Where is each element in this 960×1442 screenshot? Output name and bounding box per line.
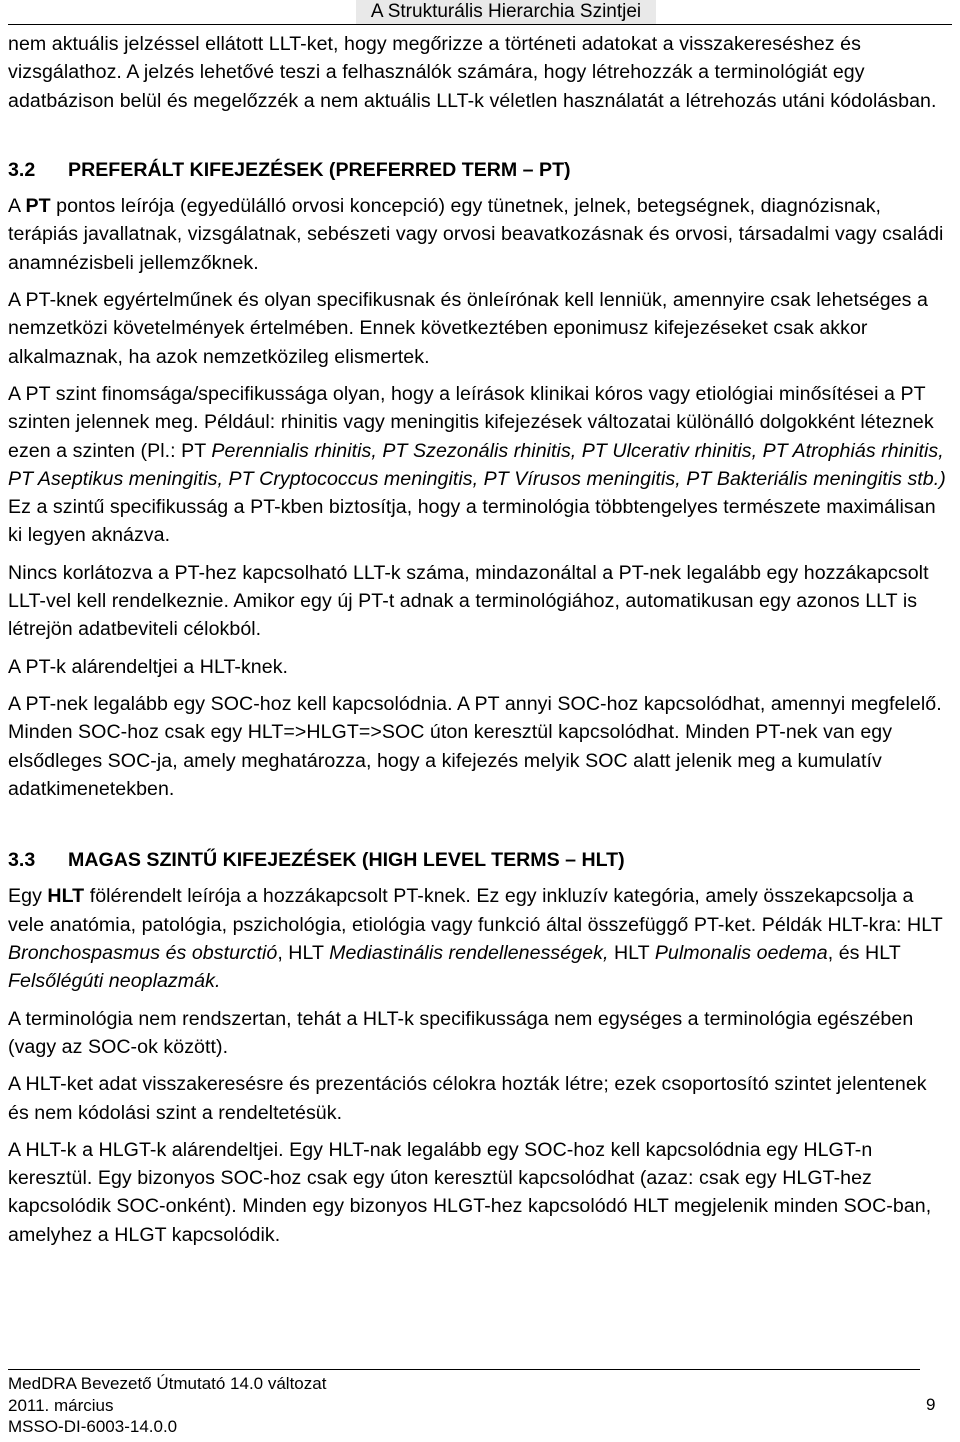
page-header [0,0,960,24]
text-run: pontos leírója (egyedülálló orvosi koncepció) egy tünetnek, jelnek, betegségnek, diagnózisnak, terápiás javallatnak, vizsgálatnak, sebészeti vagy orvosi beavatkozásnak és orvosi, társadalmi vagy családi anamnézisbeli jellemzőknek. [8,195,944,274]
paragraph [8,559,952,644]
intro-block [8,30,952,115]
paragraph [8,1005,952,1062]
paragraph [8,286,952,371]
text-run: A PT-knek egyértelműnek és olyan specifikusnak és önleírónak kell lenniük, amennyire csak lehetséges a nemzetközi követelmények értelmében. Ennek következtében eponimusz kifejezéseket csak akkor alkalmaznak, ha azok nemzetközileg elismertek. [8,289,928,368]
text-run: nem aktuális jelzéssel ellátott LLT-ket, hogy megőrizze a történeti adatokat a visszakereséshez és vizsgálathoz. A jelzés lehetővé teszi a felhasználók számára, hogy létrehozzák a terminológiát egy adatbázison belül és megelőzzék a nem aktuális LLT-k véletlen használatát a létrehozás utáni kódolásban. [8,33,937,112]
paragraph [8,30,952,115]
text-run: Mediastinális rendellenességek, [329,942,609,965]
page-number: 9 [926,1395,936,1414]
paragraph [8,653,952,681]
section-heading-hlt [8,846,952,874]
paragraph [8,380,952,550]
paragraph [8,1070,952,1127]
text-run: A PT szint finomsága/specifikussága olyan, hogy a leírások klinikai kóros vagy etiológiai minősítései a PT szinten jelennek meg. Például: rhinitis vagy meningitis kifejezések változatai különálló dolgokként léteznek ezen a szinten (Pl.: PT [8,382,934,462]
text-run: Felsőlégúti neoplazmák. [8,970,221,993]
section-heading-pt [8,156,952,184]
text-run: , és HLT [827,942,901,965]
text-run: Pulmonalis oedema [654,942,828,965]
page-footer [8,1369,952,1439]
paragraph [8,690,952,803]
text-run: HLT [608,942,655,965]
text-run: fölérendelt leírója a hozzákapcsolt PT-knek. Ez egy inkluzív kategória, amely összekapcsolja a vele anatómia, patológia, pszichológia, etiológia vagy funkció által összefüggő PT-ket. Példák HLT-kra: HLT [8,885,943,936]
footer-date: 2011. március [8,1396,114,1415]
text-run: A [8,195,26,218]
text-run: Perennialis rhinitis, PT Szezonális rhinitis, PT Ulcerativ rhinitis, PT Atrophiás rhinitis, PT Aseptikus meningitis, PT Cryptococcus meningitis, PT Vírusos meningitis, PT Bakteriális meningitis stb.) [8,439,946,490]
footer-doc-id: MSSO-DI-6003-14.0.0 [8,1417,178,1436]
paragraph [8,192,952,277]
text-run: A PT-k alárendeltjei a HLT-knek. [8,655,289,678]
header-rule [8,24,952,25]
section-number: 3.2 [8,158,36,181]
section-number: 3.3 [8,849,36,872]
text-run: Ez a szintű specifikusság a PT-kben biztosítja, hogy a terminológia többtengelyes természete maximálisan ki legyen aknázva. [8,496,936,547]
text-run: A terminológia nem rendszertan, tehát a HLT-k specifikussága nem egységes a terminológia egészében (vagy az SOC-ok között). [8,1007,914,1058]
section-pt-body [8,192,952,803]
paragraph [8,1136,952,1249]
text-run: Bronchospasmus és obsturctió [8,942,278,965]
text-run: A PT-nek legalább egy SOC-hoz kell kapcsolódnia. A PT annyi SOC-hoz kapcsolódhat, amennyi megfelelő. Minden SOC-hoz csak egy HLT=>HLGT=>SOC úton keresztül kapcsolódhat. Minden PT-nek van egy elsődleges SOC-ja, amely meghatározza, hogy a kifejezés melyik SOC alatt jelenik meg a kumulatív adatkimenetekben. [8,692,942,800]
page-body [8,30,952,1258]
text-run: A HLT-ket adat visszakeresésre és prezentációs célokra hozták létre; ezek csoportosító szintet jelentenek és nem kódolási szint a rendeltetésük. [8,1073,927,1124]
text-run: , HLT [277,942,330,965]
text-run: Egy [8,885,48,908]
text-run: A HLT-k a HLGT-k alárendeltjei. Egy HLT-nak legalább egy SOC-hoz kell kapcsolódnia egy HLGT-n keresztül. Egy bizonyos SOC-hoz csak egy úton keresztül kapcsolódhat (azaz: csak egy HLGT-hez kapcsolódik SOC-onként). Minden egy bizonyos HLGT-hez kapcsolódó HLT megjelenik minden SOC-ban, amelyhez a HLGT kapcsolódik. [8,1138,932,1246]
footer-rule [8,1369,920,1370]
section-hlt-body [8,882,952,1249]
text-run: HLT [47,885,85,908]
section-title: MAGAS SZINTŰ KIFEJEZÉSEK (HIGH LEVEL TERMS – HLT) [68,849,625,872]
header-title: A Strukturális Hierarchia Szintjei [356,0,656,24]
text-run: Nincs korlátozva a PT-hez kapcsolható LLT-k száma, mindazonáltal a PT-nek legalább egy hozzákapcsolt LLT-vel kell rendelkeznie. Amikor egy új PT-t adnak a terminológiához, automatikusan egy azonos LLT is létrejön adatbeviteli célokból. [8,561,929,641]
text-run: PT [25,195,51,218]
footer-doc-title: MedDRA Bevezető Útmutató 14.0 változat [8,1374,327,1393]
section-title: PREFERÁLT KIFEJEZÉSEK (PREFERRED TERM – PT) [68,158,571,181]
paragraph [8,882,952,995]
